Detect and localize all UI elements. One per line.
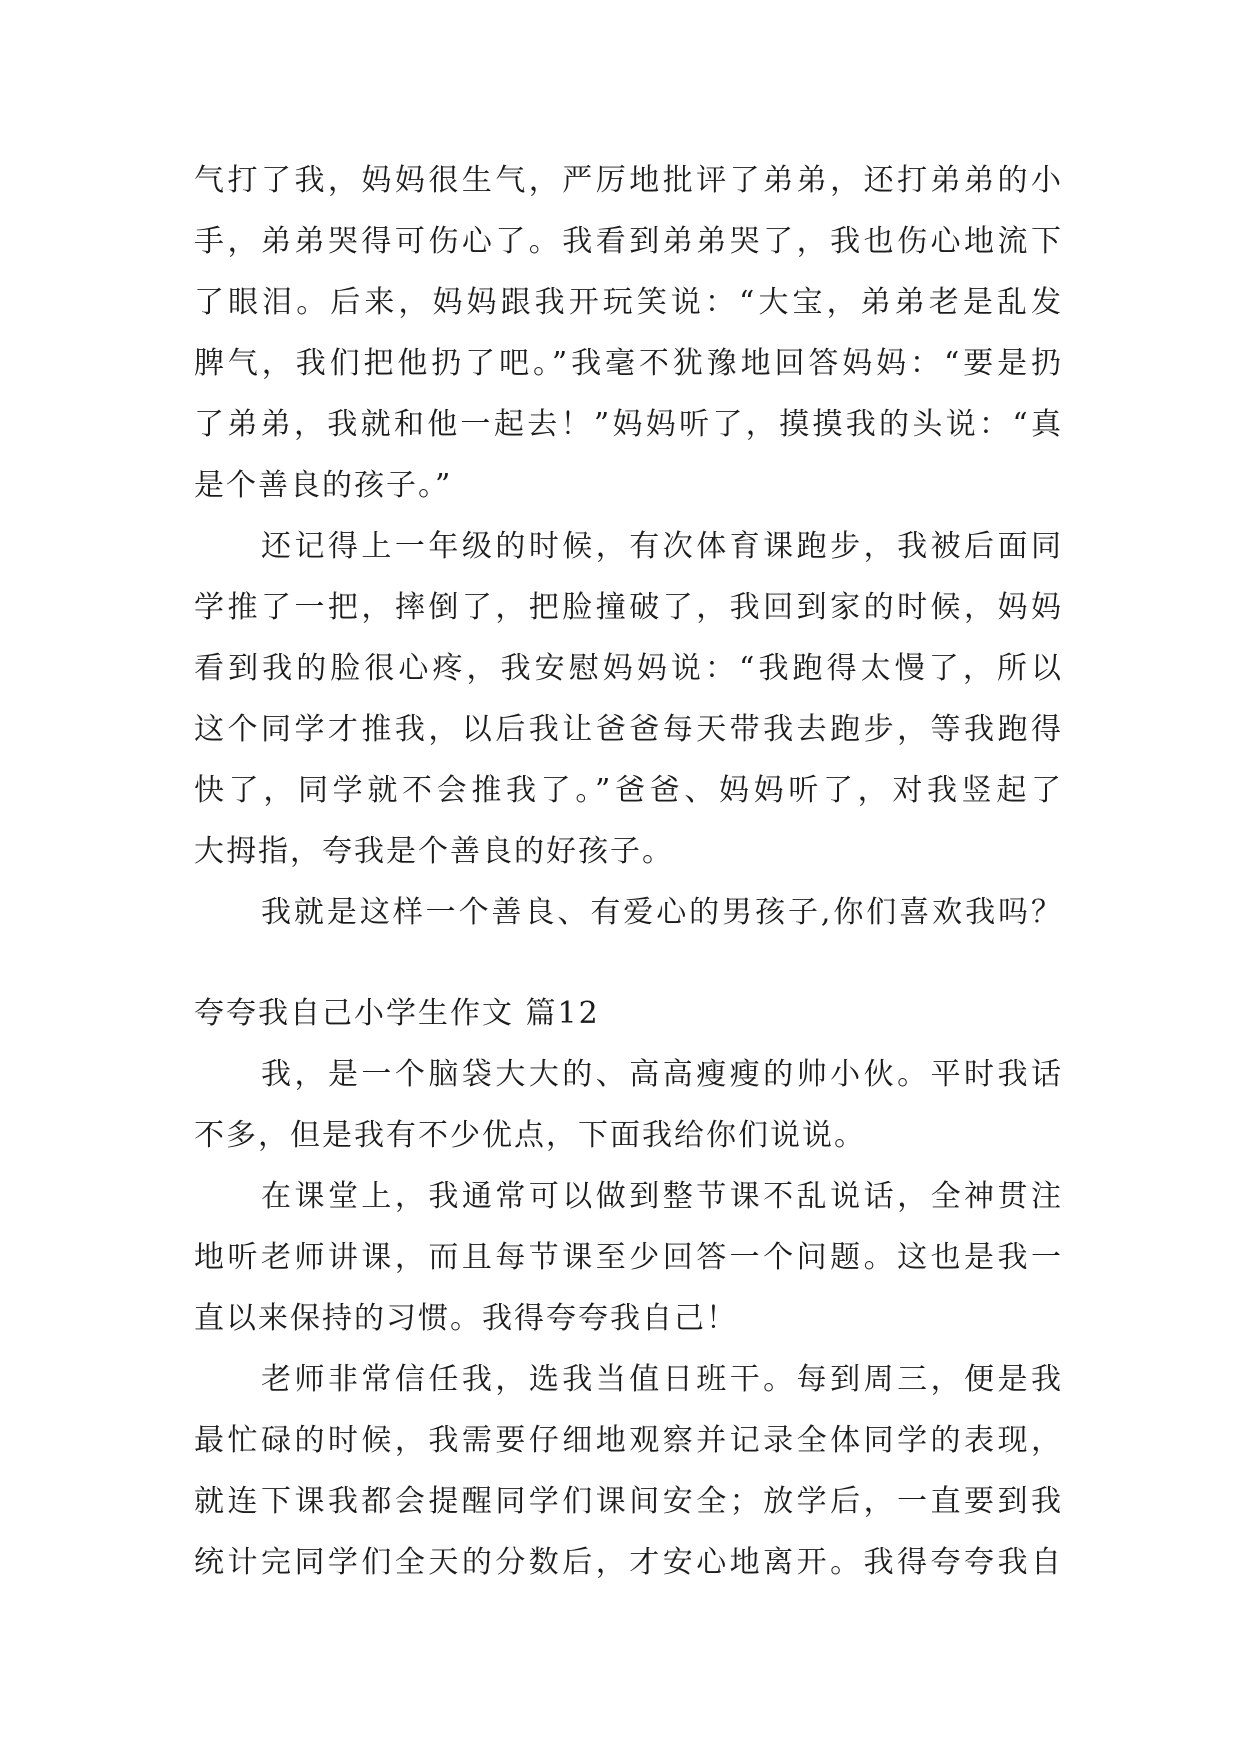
text-line: 是个善良的孩子。” xyxy=(194,468,453,503)
paragraph xyxy=(194,516,1063,882)
text-line: 在课堂上，我通常可以做到整节课不乱说话，全神贯注 xyxy=(261,1179,1063,1214)
paragraph xyxy=(194,1349,1063,1593)
text-line: 这个同学才推我，以后我让爸爸每天带我去跑步，等我跑得 xyxy=(194,712,1063,747)
text-line: 不多，但是我有不少优点，下面我给你们说说。 xyxy=(194,1118,866,1153)
text-line: 老师非常信任我，选我当值日班干。每到周三，便是我 xyxy=(261,1362,1063,1397)
text-line: 学推了一把，摔倒了，把脸撞破了，我回到家的时候，妈妈 xyxy=(194,590,1063,625)
paragraph xyxy=(194,1044,1063,1166)
text-line: 地听老师讲课，而且每节课至少回答一个问题。这也是我一 xyxy=(194,1240,1063,1275)
paragraph xyxy=(194,1166,1063,1349)
document-body xyxy=(194,150,1063,1593)
paragraph xyxy=(194,882,1063,943)
text-line: 最忙碌的时候，我需要仔细地观察并记录全体同学的表现， xyxy=(194,1423,1063,1458)
text-line: 就连下课我都会提醒同学们课间安全；放学后，一直要到我 xyxy=(194,1484,1063,1519)
text-line: 大拇指，夸我是个善良的好孩子。 xyxy=(194,834,674,869)
paragraph xyxy=(194,150,1063,516)
text-line: 了弟弟，我就和他一起去！”妈妈听了，摸摸我的头说：“真 xyxy=(194,407,1063,442)
section-title: 夸夸我自己小学生作文 篇12 xyxy=(194,996,600,1031)
text-line: 快了，同学就不会推我了。”爸爸、妈妈听了，对我竖起了 xyxy=(194,773,1063,808)
text-line: 气打了我，妈妈很生气，严厉地批评了弟弟，还打弟弟的小 xyxy=(194,163,1063,198)
text-line: 了眼泪。后来，妈妈跟我开玩笑说：“大宝，弟弟老是乱发 xyxy=(194,285,1063,320)
text-line: 还记得上一年级的时候，有次体育课跑步，我被后面同 xyxy=(261,529,1063,564)
text-line: 脾气，我们把他扔了吧。”我毫不犹豫地回答妈妈：“要是扔 xyxy=(194,346,1063,381)
text-line: 看到我的脸很心疼，我安慰妈妈说：“我跑得太慢了，所以 xyxy=(194,651,1063,686)
text-line: 手，弟弟哭得可伤心了。我看到弟弟哭了，我也伤心地流下 xyxy=(194,224,1063,259)
text-line: 直以来保持的习惯。我得夸夸我自己！ xyxy=(194,1301,738,1336)
text-line: 我，是一个脑袋大大的、高高瘦瘦的帅小伙。平时我话 xyxy=(261,1057,1063,1092)
text-line: 统计完同学们全天的分数后，才安心地离开。我得夸夸我自 xyxy=(194,1545,1063,1580)
text-line: 我就是这样一个善良、有爱心的男孩子,你们喜欢我吗？ xyxy=(261,895,1063,930)
